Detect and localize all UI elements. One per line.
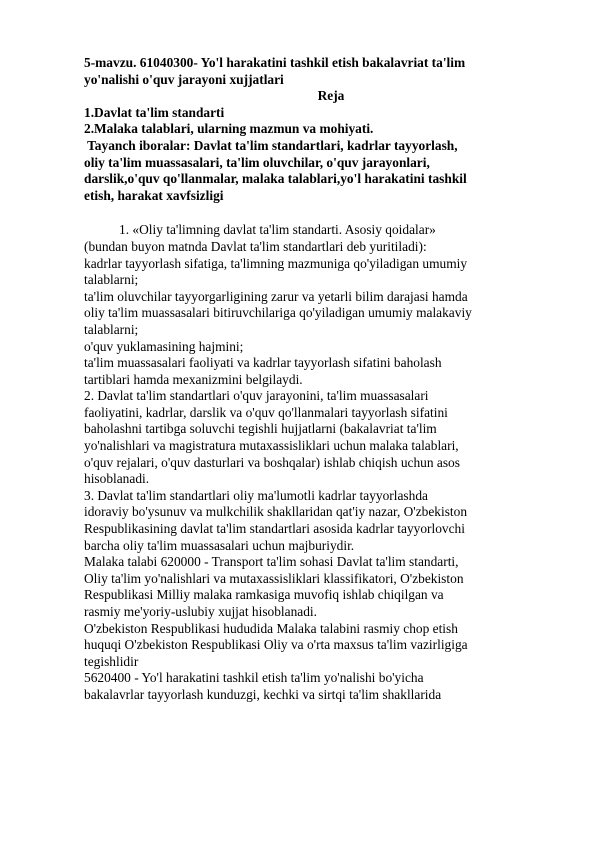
body-line: idoraviy bo'ysunuv va mulkchilik shakllaridan qat'iy nazar, O'zbekiston [84, 504, 468, 520]
body-line: faoliyatini, kadrlar, darslik va o'quv qo'llanmalari tayyorlash sifatini [84, 404, 448, 420]
body-line: bakalavrlar tayyorlash kunduzgi, kechki va sirtqi ta'lim shakllarida [84, 686, 442, 702]
body-line: Oliy ta'lim yo'nalishlari va mutaxassisliklari klassifikatori, O'zbekiston [84, 570, 464, 586]
body-line: yo'nalishlari va magistratura mutaxassisliklari uchun malaka talablari, [84, 438, 459, 454]
plan-heading: Reja [317, 88, 345, 104]
body-line: oliy ta'lim muassasalari bitiruvchilariga qo'yiladigan umumiy malakaviy [84, 305, 472, 321]
body-line: o'quv yuklamasining hajmini; [84, 338, 244, 354]
body-line: Malaka talabi 620000 - Transport ta'lim sohasi Davlat ta'lim standarti, [84, 554, 459, 570]
body-line: Respublikasi Milliy malaka ramkasiga muvofiq ishlab chiqilgan va [84, 587, 444, 603]
paragraph-spacer [84, 204, 564, 222]
body-line: huquqi O'zbekiston Respublikasi Oliy va o'rta maxsus ta'lim vazirligiga [84, 637, 468, 653]
document-page [84, 55, 564, 704]
body-line: O'zbekiston Respublikasi hududida Malaka talabini rasmiy chop etish [84, 620, 458, 636]
body-first-line: 1. «Oliy ta'limning davlat ta'lim standarti. Asosiy qoidalar» [119, 222, 436, 238]
body-line: o'quv rejalari, o'quv dasturlari va boshqalar) ishlab chiqish uchun asos [84, 454, 460, 470]
body-line: tegishlidir [84, 653, 139, 669]
body-line: hisoblanadi. [84, 471, 150, 487]
body-line: Respublikasining davlat ta'lim standartlari asosida kadrlar tayyorlovchi [84, 521, 465, 537]
body-line: rasmiy me'yoriy-uslubiy xujjat hisoblanadi. [84, 604, 317, 619]
body-line: 2. Davlat ta'lim standartlari o'quv jarayonini, ta'lim muassasalari [84, 388, 429, 404]
document-title-line-2: yo'nalishi o'quv jarayoni xujjatlari [84, 71, 284, 87]
document-title-line-1: 5-mavzu. 61040300- Yo'l harakatini tashkil etish bakalavriat ta'lim [84, 55, 466, 70]
body-line: (bundan buyon matnda Davlat ta'lim standartlari deb yuritiladi): [84, 238, 427, 254]
plan-item-2: 2.Malaka talablari, ularning mazmun va mohiyati. [84, 121, 374, 137]
body-line: talablarni; [84, 321, 139, 337]
body-line: ta'lim oluvchilar tayyorgarligining zarur va yetarli bilim darajasi hamda [84, 288, 468, 304]
body-line: tartiblari hamda mexanizmini belgilaydi. [84, 371, 303, 387]
keywords-line-3: darslik,o'quv qo'llanmalar, malaka talablari,yo'l harakatini tashkil [84, 171, 467, 187]
body-line: barcha oliy ta'lim muassasalari uchun majburiydir. [84, 537, 355, 553]
keywords-line-1: Tayanch iboralar: Davlat ta'lim standartlari, kadrlar tayyorlash, [84, 137, 458, 153]
plan-item-1: 1.Davlat ta'lim standarti [84, 104, 225, 120]
keywords-line-4: etish, harakat xavfsizligi [84, 187, 224, 203]
keywords-line-2: oliy ta'lim muassasalari, ta'lim oluvchilar, o'quv jarayonlari, [84, 154, 430, 170]
body-line: baholashni tartibga soluvchi tegishli hujjatlarni (bakalavriat ta'lim [84, 421, 437, 437]
body-line: talablarni; [84, 272, 139, 288]
body-line: kadrlar tayyorlash sifatiga, ta'limning mazmuniga qo'yiladigan umumiy [84, 255, 468, 271]
body-line: 5620400 - Yo'l harakatini tashkil etish ta'lim yo'nalishi bo'yicha [84, 670, 424, 686]
body-line: 3. Davlat ta'lim standartlari oliy ma'lumotli kadrlar tayyorlashda [84, 487, 428, 503]
body-line: ta'lim muassasalari faoliyati va kadrlar tayyorlash sifatini baholash [84, 355, 442, 371]
